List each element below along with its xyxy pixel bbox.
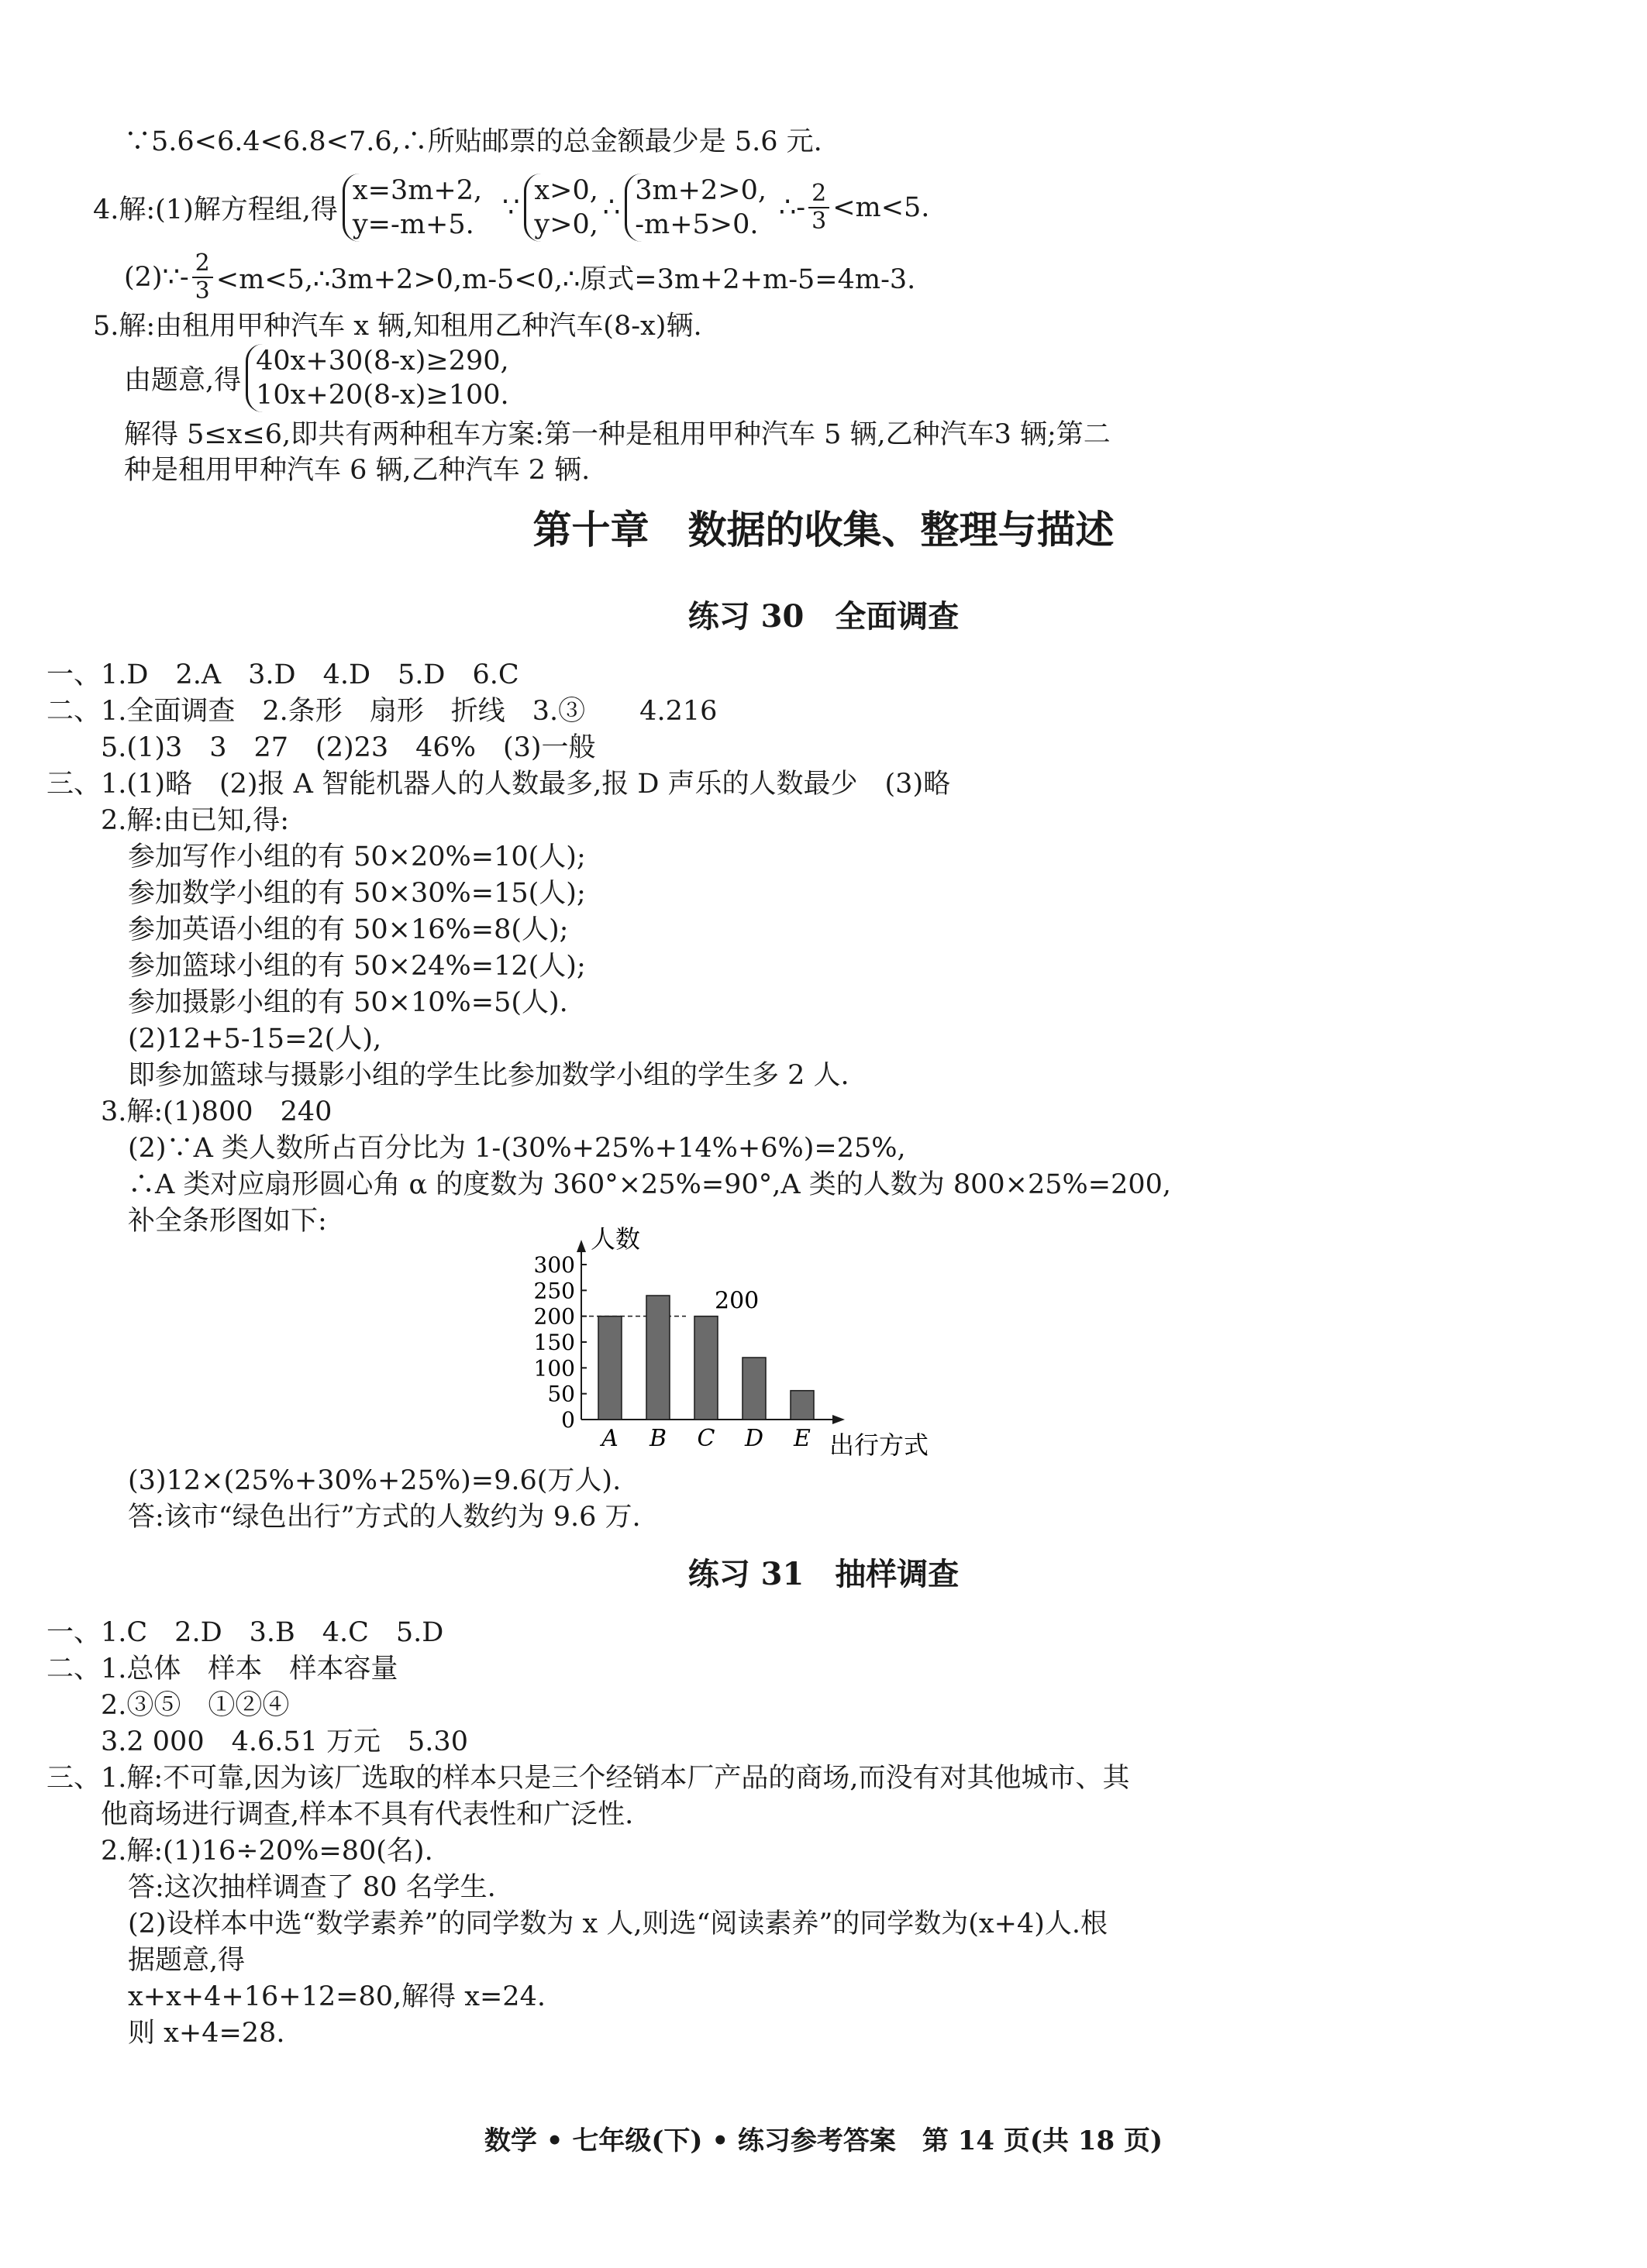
fraction-denominator: 3 xyxy=(811,208,827,235)
text-line: 5.解:由租用甲种汽车 x 辆,知租用乙种汽车(8-x)辆. xyxy=(93,311,702,342)
q4b-line xyxy=(124,248,915,307)
answer-line: 一、1.C 2.D 3.B 4.C 5.D xyxy=(47,1617,444,1648)
condition: x>0, xyxy=(534,175,598,206)
answer-line: (3)12×(25%+30%+25%)=9.6(万人). xyxy=(47,1465,622,1496)
y-tick-label: 100 xyxy=(533,1355,575,1382)
answer-line: 答:这次抽样调查了 80 名学生. xyxy=(47,1872,496,1903)
equation: y=-m+5. xyxy=(352,209,474,240)
answer-line: 3.解:(1)800 240 xyxy=(47,1096,333,1127)
text-line: 解得 5≤x≤6,即共有两种租车方案:第一种是租用甲种汽车 5 辆,乙种汽车3 辆;第二 xyxy=(124,419,1111,450)
y-tick-label: 150 xyxy=(533,1330,575,1355)
q4b-rest: <m<5,∴3m+2>0,m-5<0,∴原式=3m+2+m-5=4m-3. xyxy=(215,264,916,295)
answer-line: 一、1.D 2.A 3.D 4.D 5.D 6.C xyxy=(47,659,519,690)
x-category-label: A xyxy=(601,1425,618,1452)
y-tick-label: 0 xyxy=(561,1407,575,1433)
answer-line: 参加篮球小组的有 50×24%=12(人); xyxy=(47,951,586,982)
answer-line: 2.解:由已知,得: xyxy=(47,805,290,836)
x-category-label: E xyxy=(794,1425,811,1452)
inequality-system xyxy=(246,344,509,412)
equation-system xyxy=(343,174,482,242)
answer-line: 参加数学小组的有 50×30%=15(人); xyxy=(47,878,586,909)
bar-annotation: 200 xyxy=(715,1287,760,1315)
answer-line: (2)∵A 类人数所占百分比为 1-(30%+25%+14%+6%)=25%, xyxy=(47,1133,906,1164)
answer-line: 参加摄影小组的有 50×10%=5(人). xyxy=(47,987,568,1018)
x-axis-arrow xyxy=(832,1415,845,1424)
q4-label: 4.解:(1)解方程组,得 xyxy=(93,194,338,225)
bar-B xyxy=(646,1296,670,1420)
equation: x=3m+2, xyxy=(352,175,483,206)
therefore-minus: ∴- xyxy=(778,192,806,223)
fraction-numerator: 2 xyxy=(808,181,829,208)
answer-line: 二、1.全面调查 2.条形 扇形 折线 3.③ 4.216 xyxy=(47,696,718,727)
inequality: -m+5>0. xyxy=(635,209,759,240)
fraction xyxy=(192,250,213,305)
inequality: 10x+20(8-x)≥100. xyxy=(256,380,509,411)
inequality: 3m+2>0, xyxy=(635,175,767,206)
bar-D xyxy=(743,1358,766,1420)
answer-line: 据题意,得 xyxy=(47,1945,246,1976)
answer-line: 2.解:(1)16÷20%=80(名). xyxy=(47,1836,433,1867)
x-category-label: B xyxy=(649,1425,667,1452)
chapter-title: 第十章 数据的收集、整理与描述 xyxy=(532,507,1115,552)
answer-line: 即参加篮球与摄影小组的学生比参加数学小组的学生多 2 人. xyxy=(47,1060,849,1091)
y-axis-arrow xyxy=(577,1240,586,1252)
text-line: 种是租用甲种汽车 6 辆,乙种汽车 2 辆. xyxy=(124,455,591,486)
q5-system-line xyxy=(124,341,514,415)
answer-line: (2)12+5-15=2(人), xyxy=(47,1024,382,1055)
answer-line: 三、1.解:不可靠,因为该厂选取的样本只是三个经销本厂产品的商场,而没有对其他城市、其 xyxy=(47,1763,1130,1794)
text-line: ∵5.6<6.4<6.8<7.6,∴所贴邮票的总金额最少是 5.6 元. xyxy=(124,126,822,157)
bar-E xyxy=(791,1391,814,1420)
y-tick-label: 200 xyxy=(533,1303,575,1330)
x-category-label: C xyxy=(697,1425,715,1452)
answer-line: 二、1.总体 样本 样本容量 xyxy=(47,1654,398,1685)
fraction-denominator: 3 xyxy=(195,277,210,305)
inequality-system xyxy=(625,174,767,242)
answer-line: ∴A 类对应扇形圆心角 α 的度数为 360°×25%=90°,A 类的人数为 800×25%=200, xyxy=(47,1169,1172,1200)
range-result: <m<5. xyxy=(832,192,930,223)
therefore-symbol: ∴ xyxy=(602,192,621,223)
answer-line: x+x+4+16+12=80,解得 x=24. xyxy=(47,1981,546,2012)
bar-C xyxy=(694,1316,718,1420)
section-title: 练习 30 全面调查 xyxy=(687,598,960,635)
bar-chart xyxy=(496,1224,961,1464)
y-tick-label: 250 xyxy=(533,1278,575,1304)
fraction xyxy=(808,181,829,235)
because-symbol: ∵ xyxy=(502,192,520,223)
y-axis-label: 人数 xyxy=(591,1224,641,1254)
answer-line: 2.③⑤ ①②④ xyxy=(47,1690,290,1721)
q4-line xyxy=(93,169,929,246)
fraction-numerator: 2 xyxy=(192,250,213,278)
answer-line: 参加写作小组的有 50×20%=10(人); xyxy=(47,841,586,872)
q5-label: 由题意,得 xyxy=(124,365,242,396)
answer-line: 答:该市“绿色出行”方式的人数约为 9.6 万. xyxy=(47,1502,641,1533)
condition-system xyxy=(524,174,598,242)
answer-line: 补全条形图如下: xyxy=(47,1206,327,1237)
answer-line: 三、1.(1)略 (2)报 A 智能机器人的人数最多,报 D 声乐的人数最少 (3)略 xyxy=(47,769,951,800)
answer-line: 他商场进行调查,样本不具有代表性和广泛性. xyxy=(47,1799,634,1830)
x-category-label: D xyxy=(744,1425,764,1452)
condition: y>0, xyxy=(534,209,598,240)
answer-line: 3.2 000 4.6.51 万元 5.30 xyxy=(47,1726,468,1757)
answer-line: 参加英语小组的有 50×16%=8(人); xyxy=(47,914,569,945)
section-title: 练习 31 抽样调查 xyxy=(687,1556,960,1592)
page-footer: 数学 • 七年级(下) • 练习参考答案 第 14 页(共 18 页) xyxy=(484,2125,1163,2156)
answer-line: 5.(1)3 3 27 (2)23 46% (3)一般 xyxy=(47,732,596,763)
bar-A xyxy=(598,1316,622,1420)
y-tick-label: 300 xyxy=(533,1252,575,1278)
answer-line: (2)设样本中选“数学素养”的同学数为 x 人,则选“阅读素养”的同学数为(x+4)人.根 xyxy=(47,1908,1108,1939)
answer-line: 则 x+4=28. xyxy=(47,2018,285,2049)
inequality: 40x+30(8-x)≥290, xyxy=(256,346,509,377)
x-axis-label: 出行方式 xyxy=(829,1430,929,1460)
y-tick-label: 50 xyxy=(547,1381,575,1407)
q4b-prefix: (2)∵- xyxy=(124,262,189,293)
